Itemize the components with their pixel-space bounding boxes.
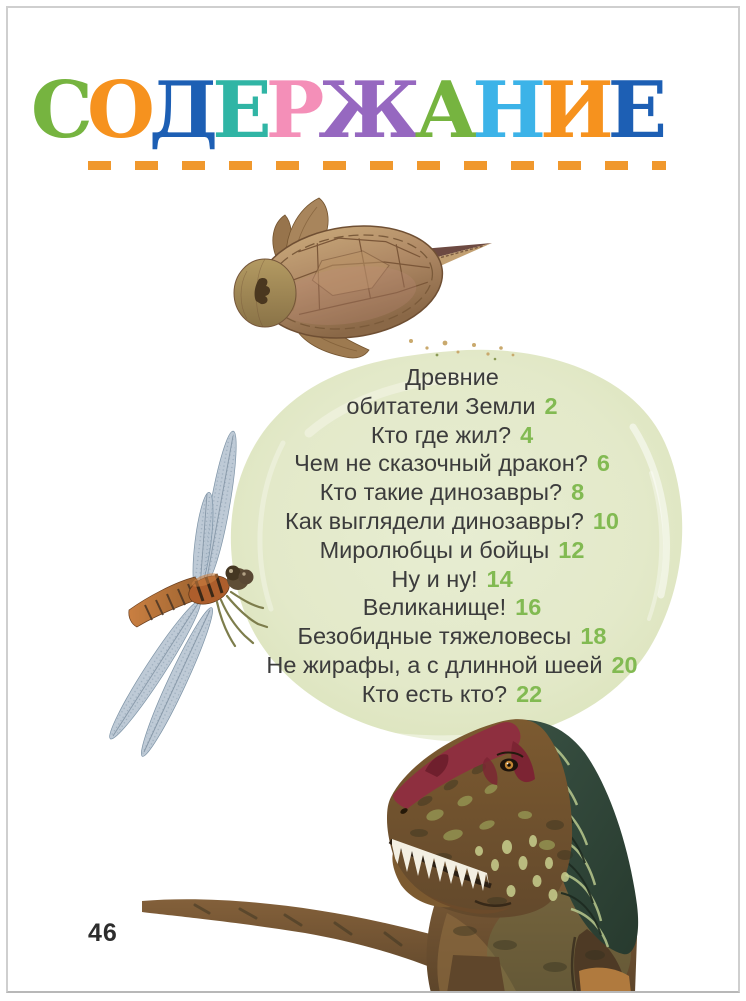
entry-title: Великанище! [362, 594, 507, 621]
title-letter: Р [265, 65, 319, 156]
page-number: 46 [88, 919, 118, 947]
contents-entry [212, 651, 692, 680]
entry-title: обитатели Земли [346, 392, 536, 419]
entry-title: Как выглядели динозавры? [285, 507, 584, 534]
entry-title: Безобидные тяжеловесы [297, 623, 572, 650]
entry-title: Кто есть кто? [361, 680, 508, 707]
title-letter: Н [472, 65, 540, 156]
entry-page-number: 6 [596, 450, 610, 477]
entry-title: Чем не сказочный дракон? [294, 450, 588, 477]
contents-entry [212, 565, 692, 594]
sand-specks [409, 339, 514, 360]
entry-page-number: 10 [592, 507, 619, 534]
contents-entry [212, 622, 692, 651]
entry-page-number: 16 [515, 594, 542, 621]
title-letter: Ж [318, 65, 415, 156]
title-letter: Е [212, 65, 266, 156]
contents-entry [212, 478, 692, 507]
entry-page-number: 14 [486, 565, 513, 592]
dinosaur-illustration [135, 705, 645, 993]
title-letter: С [30, 65, 87, 156]
entry-page-number: 2 [544, 392, 558, 419]
contents-entry [212, 507, 692, 536]
entry-page-number: 12 [558, 536, 585, 563]
entry-title: Кто такие динозавры? [319, 479, 563, 506]
dashed-divider [88, 161, 666, 170]
title-letter: А [414, 65, 473, 156]
entry-title: Кто где жил? [370, 421, 512, 448]
entry-page-number: 18 [580, 623, 607, 650]
dinosaur-drawing [135, 705, 645, 993]
title-letter: О [86, 65, 149, 156]
entry-title: Ну и ну! [391, 565, 478, 592]
contents-entry [212, 593, 692, 622]
contents-list [212, 363, 692, 709]
entry-page-number: 22 [516, 680, 543, 707]
contents-entry [212, 421, 692, 450]
contents-entry [212, 449, 692, 478]
entry-title: Миролюбцы и бойцы [319, 536, 550, 563]
contents-entry [212, 363, 692, 392]
turtle-illustration [195, 193, 525, 368]
turtle-drawing [195, 193, 525, 368]
entry-page-number: 4 [520, 421, 534, 448]
title-letter: И [539, 65, 608, 156]
entry-page-number: 20 [611, 651, 638, 678]
entry-title: Древние [405, 364, 499, 390]
page-title [30, 65, 662, 156]
title-letter: Е [607, 65, 662, 156]
contents-entry [212, 536, 692, 565]
entry-title: Не жирафы, а с длинной шеей [266, 651, 603, 678]
contents-entry [212, 680, 692, 709]
title-letter: Д [148, 65, 213, 156]
contents-entry [212, 392, 692, 421]
entry-page-number: 8 [571, 479, 585, 506]
